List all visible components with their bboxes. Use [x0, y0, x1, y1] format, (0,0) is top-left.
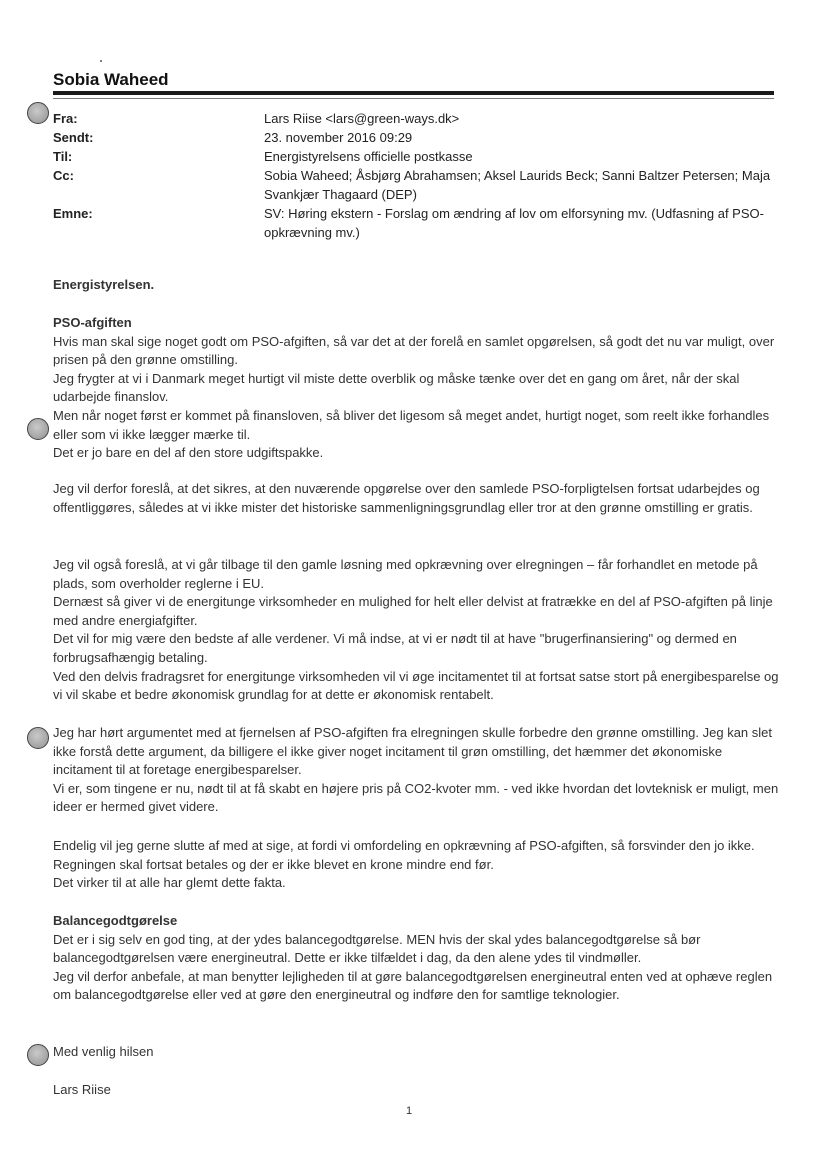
paragraph-block: [53, 480, 783, 517]
section-heading-balance: Balancegodtgørelse: [53, 913, 178, 928]
to-label: Til:: [53, 149, 73, 164]
sent-label: Sendt:: [53, 130, 94, 145]
paragraph-block: [53, 837, 783, 893]
scan-speck: [100, 60, 102, 62]
paragraph: Jeg vil også foreslå, at vi går tilbage til den gamle løsning med opkrævning over elregningen – får forhandlet en metode på plads, som overholder reglerne i EU.: [53, 557, 758, 591]
paragraph-block: [53, 556, 783, 705]
punch-hole-2: [27, 418, 49, 440]
paragraph: Hvis man skal sige noget godt om PSO-afgiften, så var det at der forelå en samlet opgørelsen, så godt det nu var muligt, over prisen på den grønne omstilling.: [53, 333, 775, 368]
paragraph-block: [53, 724, 783, 817]
paragraph: Jeg frygter at vi i Danmark meget hurtigt vil miste dette overblik og måske tænke over det en gang om året, når der skal udarbejde finanslov.: [53, 370, 740, 405]
closing-text: Med venlig hilsen: [53, 1044, 154, 1059]
greeting-text: Energistyrelsen.: [53, 277, 155, 292]
title-rule-thick: [53, 91, 774, 95]
signature: [53, 1081, 783, 1100]
cc-label: Cc:: [53, 168, 74, 183]
punch-hole-3: [27, 727, 49, 749]
section-pso: [53, 314, 783, 463]
greeting: [53, 276, 783, 295]
paragraph: Det er i sig selv en god ting, at der ydes balancegodtgørelse. MEN hvis der skal ydes balancegodtgørelse så bør balancegodtgørelsen være energineutral. Dette er ikke tilfældet i dag, da den alene ydes til vindmøller.: [53, 931, 701, 966]
paragraph: Det er jo bare en del af den store udgiftspakke.: [53, 445, 324, 461]
section-balance: [53, 912, 783, 1005]
paragraph: Jeg har hørt argumentet med at fjernelsen af PSO-afgiften fra elregningen skulle forbedre den grønne omstilling. Jeg kan slet ikke forstå dette argument, da billigere el ikke giver noget incitament til grøn omstilling, det hæmmer det økonomiske incitament til at foretage energibesparelser.: [53, 725, 772, 778]
from-value: Lars Riise <lars@green-ways.dk>: [264, 111, 460, 126]
page-number: 1: [406, 1105, 413, 1117]
page-title: Sobia Waheed: [53, 70, 169, 89]
section-heading-pso: PSO-afgiften: [53, 315, 132, 330]
paragraph: Det virker til at alle har glemt dette fakta.: [53, 875, 286, 891]
paragraph: Vi er, som tingene er nu, nødt til at få skabt en højere pris på CO2-kvoter mm. - ved ikke hvordan det lovteknisk er muligt, men ideer er hermed givet videre.: [53, 780, 779, 815]
sent-value: 23. november 2016 09:29: [264, 130, 413, 145]
paragraph: Endelig vil jeg gerne slutte af med at sige, at fordi vi omfordeling en opkrævning af PSO-afgiften, så forsvinder den jo ikke. Regningen skal fortsat betales og der er ikke blevet en krone mindre end før.: [53, 838, 755, 872]
paragraph: Jeg vil derfor foreslå, at det sikres, at den nuværende opgørelse over den samlede PSO-forpligtelsen fortsat udarbejdes og offentliggøres, således at vi ikke mister det historiske sammenligningsgrundlag eller tror at den grønne omstilling er gratis.: [53, 481, 760, 515]
punch-hole-1: [27, 102, 49, 124]
paragraph: Det vil for mig være den bedste af alle verdener. Vi må indse, at vi er nødt til at have "brugerfinansiering" og dermed en forbrugsafhængig betaling.: [53, 631, 737, 665]
punch-hole-4: [27, 1044, 49, 1066]
paragraph: Jeg vil derfor anbefale, at man benytter lejligheden til at gøre balancegodtgørelsen energineutral enten ved at ophæve reglen om balancegodtgørelse eller ved at gøre den energineutral og indføre den for samtlige teknologier.: [53, 968, 773, 1003]
cc-value: Sobia Waheed; Åsbjørg Abrahamsen; Aksel Laurids Beck; Sanni Baltzer Petersen; Maja Svankjær Thagaard (DEP): [264, 168, 771, 202]
subject-label: Emne:: [53, 206, 93, 221]
paragraph: Dernæst så giver vi de energitunge virksomheder en mulighed for helt eller delvist at fratrække en del af PSO-afgiften på linje med andre energiafgifter.: [53, 594, 773, 628]
paragraph: Men når noget først er kommet på finansloven, så bliver det ligesom så meget andet, hurtigt noget, som reelt ikke forhandles eller som vi ikke lægger mærke til.: [53, 407, 770, 442]
signature-text: Lars Riise: [53, 1082, 111, 1097]
from-label: Fra:: [53, 111, 78, 126]
paragraph: Ved den delvis fradragsret for energitunge virksomheden vil vi øge incitamentet til at fortsat satse stort på energibesparelse og vi vil skabe et bedre økonomisk grundlag for at dette er økonomisk rentabelt.: [53, 668, 779, 703]
to-value: Energistyrelsens officielle postkasse: [264, 149, 473, 164]
title-rule-thin: [53, 98, 774, 99]
subject-value: SV: Høring ekstern - Forslag om ændring af lov om elforsyning mv. (Udfasning af PSO-opkrævning mv.): [264, 206, 764, 240]
closing: [53, 1043, 783, 1062]
